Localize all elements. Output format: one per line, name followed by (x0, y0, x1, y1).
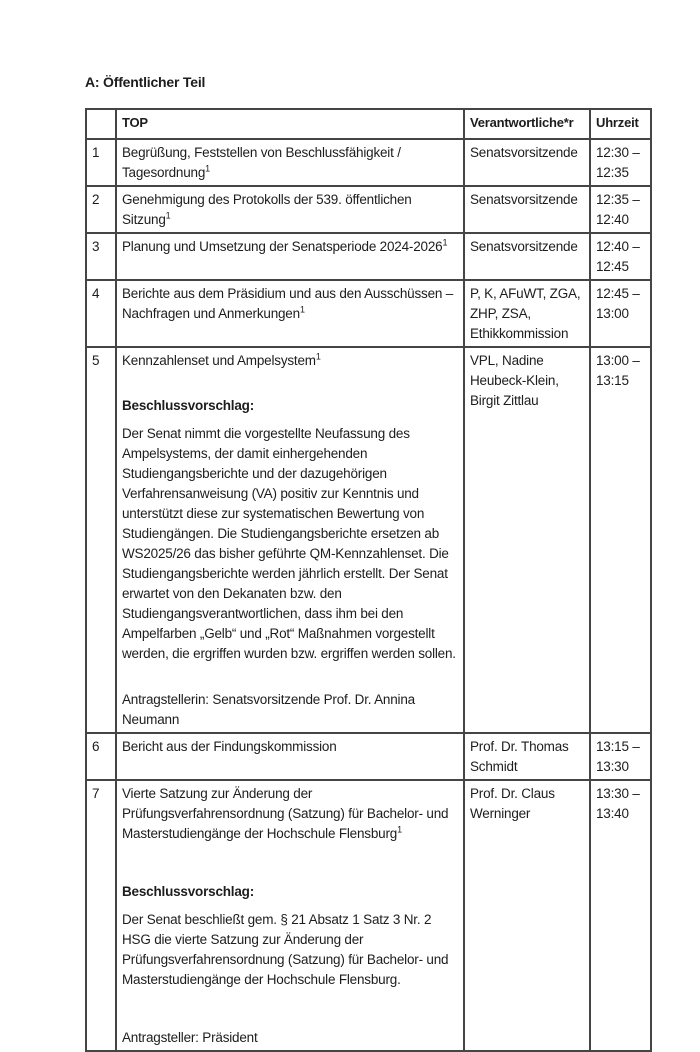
topic-cell (116, 733, 464, 780)
topic-title: Genehmigung des Protokolls der 539. öffentlichen Sitzung (122, 192, 412, 227)
proposal-text: Der Senat nimmt die vorgestellte Neufassung des Ampelsystems, der damit einhergehenden Studiengangsberichte und der dazugehörigen Verfahrensanweisung (VA) positiv zur Kenntnis und unterstützt diese zur systematischen Bewertung von Studiengängen. Die Studiengangsberichte ersetzen ab WS2025/26 das bisher geführte QM-Kennzahlenset. Die Studiengangsberichte werden jährlich erstellt. Der Senat erwartet von den Dekanaten bzw. den Studiengangsverantwortlichen, dass ihm bei den Ampelfarben „Gelb“ und „Rot“ Maßnahmen vorgestellt werden, die ergriffen wurden bzw. ergriffen werden sollen. (122, 426, 456, 661)
petitioner: Antragsteller: Präsident (122, 1030, 258, 1045)
topic-title: Planung und Umsetzung der Senatsperiode 2024-2026 (122, 239, 443, 254)
topic-title: Vierte Satzung zur Änderung der Prüfungsverfahrensordnung (Satzung) für Bachelor- und Masterstudiengänge der Hochschule Flensburg (122, 786, 449, 841)
footnote-marker: 1 (165, 210, 171, 221)
row-number: 2 (86, 186, 116, 233)
header-top: TOP (116, 109, 464, 139)
table-header-row (86, 109, 651, 139)
row-number: 1 (86, 139, 116, 186)
footnote-marker: 1 (299, 304, 305, 315)
table-row (86, 139, 651, 186)
topic-cell (116, 347, 464, 733)
table-row (86, 186, 651, 233)
proposal-text: Der Senat beschließt gem. § 21 Absatz 1 Satz 3 Nr. 2 HSG die vierte Satzung zur Änderung der Prüfungsverfahrensordnung (Satzung) für Bachelor- und Masterstudiengänge der Hochschule Flensburg. (122, 912, 449, 987)
header-time: Uhrzeit (590, 109, 651, 139)
time-cell: 13:30 – 13:40 (590, 780, 651, 1051)
table-row (86, 780, 651, 1051)
section-heading: A: Öffentlicher Teil (85, 74, 206, 90)
header-responsible: Verantwortliche*r (464, 109, 590, 139)
responsible-cell: Prof. Dr. Thomas Schmidt (464, 733, 590, 780)
table-row (86, 233, 651, 280)
time-cell: 12:35 – 12:40 (590, 186, 651, 233)
responsible-cell: Senatsvorsitzende (464, 139, 590, 186)
header-num-cell (86, 109, 116, 139)
proposal-heading: Beschlussvorschlag: (122, 398, 255, 413)
row-number: 3 (86, 233, 116, 280)
time-cell: 12:30 – 12:35 (590, 139, 651, 186)
footnote-marker: 1 (205, 163, 210, 174)
time-cell: 13:15 – 13:30 (590, 733, 651, 780)
row-number: 4 (86, 280, 116, 347)
responsible-cell: Senatsvorsitzende (464, 233, 590, 280)
row-number: 6 (86, 733, 116, 780)
topic-title: Bericht aus der Findungskommission (122, 739, 337, 754)
agenda-table (85, 108, 652, 1052)
topic-title: Berichte aus dem Präsidium und aus den Ausschüssen – Nachfragen und Anmerkungen (122, 286, 454, 321)
topic-cell (116, 780, 464, 1051)
topic-title: Kennzahlenset und Ampelsystem (122, 353, 316, 368)
time-cell: 13:00 – 13:15 (590, 347, 651, 733)
footnote-marker: 1 (315, 351, 321, 362)
footnote-marker: 1 (397, 824, 402, 835)
proposal-heading: Beschlussvorschlag: (122, 884, 255, 899)
topic-title: Begrüßung, Feststellen von Beschlussfähigkeit / Tagesordnung (122, 145, 401, 180)
table-row (86, 347, 651, 733)
footnote-marker: 1 (442, 237, 448, 248)
topic-cell (116, 139, 464, 186)
petitioner: Antragstellerin: Senatsvorsitzende Prof. Dr. Annina Neumann (122, 692, 415, 727)
time-cell: 12:40 – 12:45 (590, 233, 651, 280)
responsible-cell: Senatsvorsitzende (464, 186, 590, 233)
table-row (86, 280, 651, 347)
responsible-cell: VPL, Nadine Heubeck-Klein, Birgit Zittlau (464, 347, 590, 733)
topic-cell (116, 186, 464, 233)
responsible-cell: P, K, AFuWT, ZGA, ZHP, ZSA, Ethikkommission (464, 280, 590, 347)
topic-cell (116, 280, 464, 347)
time-cell: 12:45 – 13:00 (590, 280, 651, 347)
row-number: 5 (86, 347, 116, 733)
topic-cell (116, 233, 464, 280)
table-row (86, 733, 651, 780)
responsible-cell: Prof. Dr. Claus Werninger (464, 780, 590, 1051)
row-number: 7 (86, 780, 116, 1051)
